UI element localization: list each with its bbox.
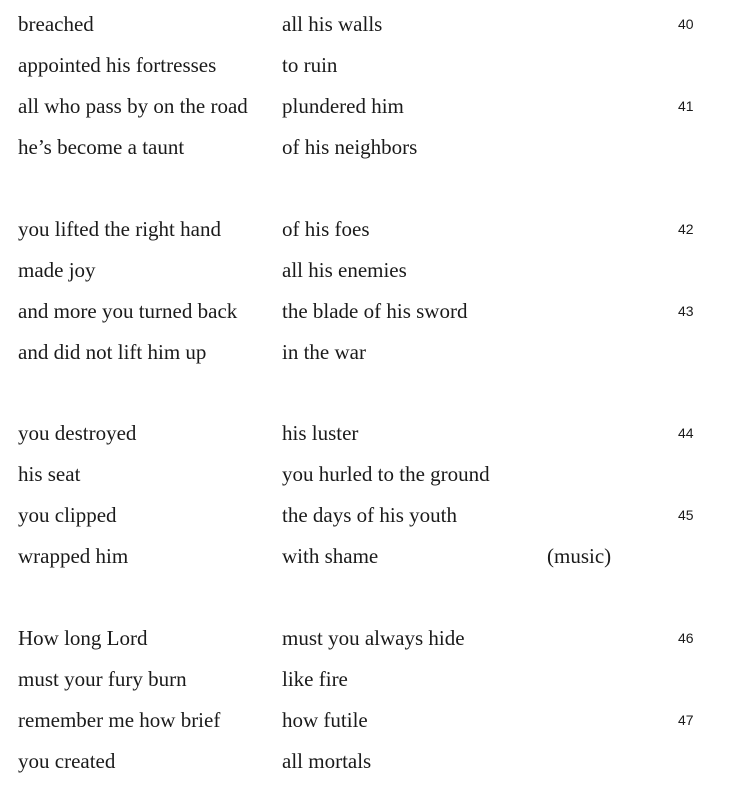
- line-second-half: of his foes: [282, 217, 370, 241]
- verse-number: 42: [678, 221, 694, 237]
- line-first-half: you clipped: [18, 503, 117, 527]
- line-first-half: and more you turned back: [18, 299, 238, 323]
- line-second-half: all his walls: [282, 12, 383, 36]
- line-second-half: the blade of his sword: [282, 299, 468, 323]
- line-second-half: must you always hide: [282, 626, 465, 650]
- verse-number: 41: [678, 98, 694, 114]
- line-first-half: wrapped him: [18, 544, 129, 568]
- line-first-half: must your fury burn: [18, 667, 187, 691]
- line-second-half: all his enemies: [282, 258, 407, 282]
- verse-number: 46: [678, 630, 694, 646]
- line-first-half: you lifted the right hand: [18, 217, 221, 241]
- verse-line: [0, 413, 734, 454]
- line-first-half: How long Lord: [18, 626, 148, 650]
- verse-number: 44: [678, 425, 694, 441]
- verse-line: [0, 127, 734, 168]
- line-second-half: to ruin: [282, 53, 338, 77]
- line-first-half: all who pass by on the road: [18, 94, 248, 118]
- verse-line: [0, 86, 734, 127]
- music-annotation: (music): [547, 544, 612, 568]
- verse-line: [0, 454, 734, 495]
- verse-line: [0, 4, 734, 45]
- line-first-half: remember me how brief: [18, 708, 221, 732]
- line-second-half: his luster: [282, 421, 359, 445]
- verse-number: 47: [678, 712, 694, 728]
- verse-line: [0, 618, 734, 659]
- verse-line: [0, 536, 734, 577]
- line-second-half: in the war: [282, 340, 366, 364]
- line-first-half: made joy: [18, 258, 96, 282]
- line-first-half: breached: [18, 12, 94, 36]
- line-first-half: you destroyed: [18, 421, 137, 445]
- stanza-3: [0, 413, 734, 577]
- line-first-half: his seat: [18, 462, 81, 486]
- line-second-half: you hurled to the ground: [282, 462, 490, 486]
- verse-line: [0, 250, 734, 291]
- verse-line: [0, 741, 734, 782]
- verse-number: 43: [678, 303, 694, 319]
- stanza-4: [0, 618, 734, 782]
- line-first-half: you created: [18, 749, 116, 773]
- line-first-half: he’s become a taunt: [18, 135, 185, 159]
- line-second-half: all mortals: [282, 749, 372, 773]
- line-first-half: appointed his fortresses: [18, 53, 217, 77]
- verse-line: [0, 45, 734, 86]
- verse-line: [0, 700, 734, 741]
- line-first-half: and did not lift him up: [18, 340, 207, 364]
- verse-line: [0, 291, 734, 332]
- line-second-half: how futile: [282, 708, 368, 732]
- verse-line: [0, 332, 734, 373]
- line-second-half: the days of his youth: [282, 503, 457, 527]
- verse-number: 45: [678, 507, 694, 523]
- verse-number: 40: [678, 16, 694, 32]
- line-second-half: with shame: [282, 544, 379, 568]
- verse-line: [0, 209, 734, 250]
- line-second-half: plundered him: [282, 94, 404, 118]
- stanza-2: [0, 209, 734, 373]
- verse-line: [0, 495, 734, 536]
- stanza-1: [0, 4, 734, 168]
- line-second-half: of his neighbors: [282, 135, 418, 159]
- verse-line: [0, 659, 734, 700]
- line-second-half: like fire: [282, 667, 348, 691]
